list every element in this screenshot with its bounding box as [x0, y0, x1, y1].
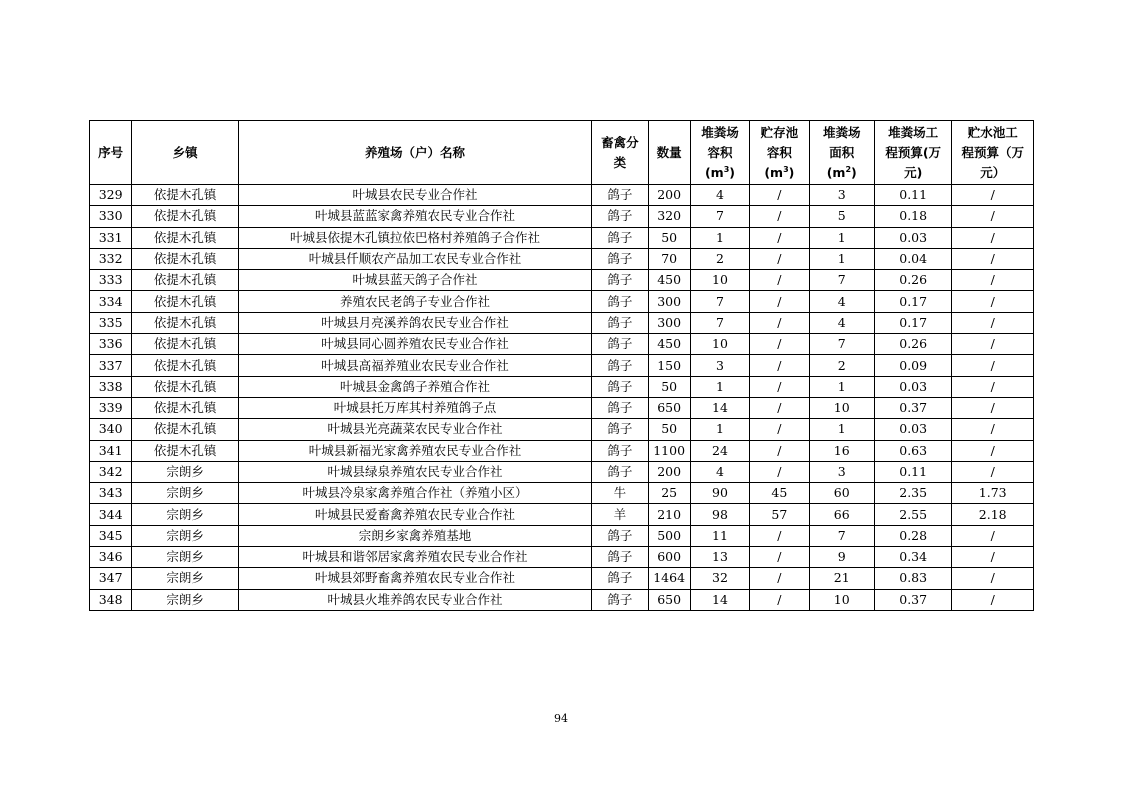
- cell-seq: 332: [90, 248, 132, 269]
- cell-pile-area: 16: [809, 440, 874, 461]
- cell-seq: 338: [90, 376, 132, 397]
- cell-kind: 鸽子: [592, 334, 648, 355]
- cell-kind: 鸽子: [592, 206, 648, 227]
- cell-kind: 鸽子: [592, 227, 648, 248]
- cell-qty: 320: [648, 206, 690, 227]
- cell-pile-budget: 0.03: [874, 227, 951, 248]
- cell-qty: 600: [648, 547, 690, 568]
- header-town: [132, 121, 239, 185]
- cell-pool-budget: /: [952, 355, 1034, 376]
- cell-name: 叶城县仟顺农产品加工农民专业合作社: [238, 248, 591, 269]
- cell-pile-volume: 1: [690, 376, 749, 397]
- cell-qty: 650: [648, 397, 690, 418]
- header-pile-area-line1: 堆粪场: [822, 124, 861, 140]
- cell-pile-volume: 13: [690, 547, 749, 568]
- cell-name: 叶城县冷泉家禽养殖合作社（养殖小区）: [238, 483, 591, 504]
- header-pool-volume-line1: 贮存池: [760, 124, 799, 140]
- cell-qty: 450: [648, 270, 690, 291]
- table-body: [90, 185, 1034, 611]
- cell-qty: 1464: [648, 568, 690, 589]
- cell-pile-volume: 14: [690, 589, 749, 610]
- cell-name: 宗朗乡家禽养殖基地: [238, 525, 591, 546]
- cell-seq: 335: [90, 312, 132, 333]
- cell-kind: 鸽子: [592, 419, 648, 440]
- cell-seq: 330: [90, 206, 132, 227]
- header-pool-volume-unit: (m: [764, 164, 784, 180]
- cell-seq: 347: [90, 568, 132, 589]
- cell-qty: 500: [648, 525, 690, 546]
- cell-pile-volume: 3: [690, 355, 749, 376]
- cell-pile-budget: 0.09: [874, 355, 951, 376]
- cell-town: 依提木孔镇: [132, 312, 239, 333]
- cell-qty: 200: [648, 461, 690, 482]
- cell-pool-budget: /: [952, 312, 1034, 333]
- cell-pile-volume: 11: [690, 525, 749, 546]
- header-kind-line1: 畜禽分: [601, 134, 639, 150]
- cell-kind: 鸽子: [592, 547, 648, 568]
- cell-town: 依提木孔镇: [132, 206, 239, 227]
- cell-pile-budget: 0.17: [874, 291, 951, 312]
- header-pile-area-unit-sup: 2: [845, 164, 852, 174]
- cell-pool-budget: /: [952, 461, 1034, 482]
- cell-town: 依提木孔镇: [132, 376, 239, 397]
- cell-town: 宗朗乡: [132, 504, 239, 525]
- cell-pile-area: 60: [809, 483, 874, 504]
- cell-town: 依提木孔镇: [132, 185, 239, 206]
- header-pile-area-line2: 面积: [829, 144, 855, 160]
- cell-pool-budget: /: [952, 206, 1034, 227]
- cell-town: 依提木孔镇: [132, 270, 239, 291]
- cell-pool-volume: /: [750, 419, 809, 440]
- cell-pile-volume: 14: [690, 397, 749, 418]
- header-pile-volume-unit: (m: [704, 164, 724, 180]
- cell-name: 叶城县金禽鸽子养殖合作社: [238, 376, 591, 397]
- header-pool-volume-unit-sup: 3: [783, 164, 789, 174]
- cell-pool-volume: /: [750, 461, 809, 482]
- header-pool-volume-line2: 容积: [766, 144, 792, 160]
- cell-pool-volume: /: [750, 334, 809, 355]
- cell-kind: 鸽子: [592, 461, 648, 482]
- cell-pile-area: 3: [809, 461, 874, 482]
- header-pile-volume-line1: 堆粪场: [701, 124, 739, 140]
- cell-kind: 鸽子: [592, 589, 648, 610]
- cell-name: 叶城县新福光家禽养殖农民专业合作社: [238, 440, 591, 461]
- header-pool-volume: [750, 121, 809, 185]
- header-pile-budget-line2: 程预算(万: [885, 144, 942, 160]
- cell-qty: 650: [648, 589, 690, 610]
- cell-qty: 50: [648, 419, 690, 440]
- page-number: 94: [554, 712, 568, 725]
- cell-pile-volume: 7: [690, 291, 749, 312]
- header-kind-line2: 类: [613, 154, 627, 170]
- header-name-text: 养殖场（户）名称: [365, 144, 466, 160]
- cell-town: 依提木孔镇: [132, 397, 239, 418]
- cell-pile-area: 7: [809, 525, 874, 546]
- cell-pool-budget: /: [952, 291, 1034, 312]
- cell-pool-volume: /: [750, 440, 809, 461]
- cell-pile-volume: 4: [690, 461, 749, 482]
- cell-kind: 鸽子: [592, 270, 648, 291]
- cell-pile-budget: 0.37: [874, 397, 951, 418]
- cell-town: 宗朗乡: [132, 568, 239, 589]
- cell-pile-budget: 0.03: [874, 376, 951, 397]
- header-pile-volume: [690, 121, 749, 185]
- cell-qty: 200: [648, 185, 690, 206]
- cell-pile-budget: 0.37: [874, 589, 951, 610]
- cell-seq: 344: [90, 504, 132, 525]
- header-pool-budget: [952, 121, 1034, 185]
- cell-pool-volume: /: [750, 355, 809, 376]
- header-pile-budget: [874, 121, 951, 185]
- cell-qty: 25: [648, 483, 690, 504]
- cell-pile-area: 10: [809, 397, 874, 418]
- cell-town: 宗朗乡: [132, 461, 239, 482]
- table-header-row: [90, 121, 1034, 185]
- cell-seq: 340: [90, 419, 132, 440]
- cell-pool-budget: /: [952, 376, 1034, 397]
- cell-qty: 50: [648, 376, 690, 397]
- cell-pool-budget: /: [952, 270, 1034, 291]
- header-pile-volume-unit-sup: 3: [723, 164, 730, 174]
- cell-seq: 348: [90, 589, 132, 610]
- cell-pool-volume: /: [750, 270, 809, 291]
- cell-pool-volume: /: [750, 312, 809, 333]
- table-row: [90, 440, 1034, 461]
- cell-pool-budget: /: [952, 227, 1034, 248]
- farm-table: [89, 120, 1034, 611]
- table-row: [90, 376, 1034, 397]
- cell-pool-budget: /: [952, 397, 1034, 418]
- cell-pool-budget: /: [952, 568, 1034, 589]
- cell-kind: 鸽子: [592, 568, 648, 589]
- table-row: [90, 525, 1034, 546]
- cell-seq: 333: [90, 270, 132, 291]
- table-row: [90, 483, 1034, 504]
- cell-seq: 329: [90, 185, 132, 206]
- cell-pool-volume: /: [750, 525, 809, 546]
- header-qty: [648, 121, 690, 185]
- cell-name: 叶城县光亮蔬菜农民专业合作社: [238, 419, 591, 440]
- cell-town: 宗朗乡: [132, 547, 239, 568]
- table-row: [90, 334, 1034, 355]
- table-row: [90, 227, 1034, 248]
- cell-pool-volume: /: [750, 589, 809, 610]
- cell-name: 叶城县农民专业合作社: [238, 185, 591, 206]
- cell-pool-budget: /: [952, 185, 1034, 206]
- cell-seq: 343: [90, 483, 132, 504]
- cell-pool-volume: /: [750, 248, 809, 269]
- cell-pile-area: 7: [809, 270, 874, 291]
- header-pile-area: [809, 121, 874, 185]
- cell-pile-area: 1: [809, 248, 874, 269]
- cell-pile-volume: 90: [690, 483, 749, 504]
- table-row: [90, 291, 1034, 312]
- cell-pile-volume: 10: [690, 270, 749, 291]
- cell-seq: 331: [90, 227, 132, 248]
- header-pile-budget-line3: 元): [904, 164, 923, 180]
- cell-pile-volume: 4: [690, 185, 749, 206]
- header-pool-volume-unit-end: ): [788, 164, 795, 180]
- cell-qty: 150: [648, 355, 690, 376]
- header-pool-budget-line1: 贮水池工: [967, 124, 1018, 140]
- cell-pile-volume: 1: [690, 227, 749, 248]
- cell-pile-volume: 98: [690, 504, 749, 525]
- header-pile-area-unit-end: ): [851, 164, 857, 180]
- cell-seq: 346: [90, 547, 132, 568]
- cell-pile-budget: 0.63: [874, 440, 951, 461]
- cell-name: 叶城县托万库其村养殖鸽子点: [238, 397, 591, 418]
- header-pile-volume-line2: 容积: [707, 144, 733, 160]
- cell-kind: 羊: [592, 504, 648, 525]
- cell-pile-budget: 0.17: [874, 312, 951, 333]
- table-row: [90, 185, 1034, 206]
- cell-pool-volume: /: [750, 291, 809, 312]
- table-row: [90, 568, 1034, 589]
- cell-pile-volume: 7: [690, 206, 749, 227]
- cell-town: 依提木孔镇: [132, 227, 239, 248]
- cell-kind: 鸽子: [592, 312, 648, 333]
- header-pool-budget-line3: 元）: [980, 164, 1006, 180]
- cell-pile-area: 9: [809, 547, 874, 568]
- cell-pile-budget: 0.18: [874, 206, 951, 227]
- cell-seq: 337: [90, 355, 132, 376]
- cell-kind: 鸽子: [592, 291, 648, 312]
- cell-pool-budget: /: [952, 525, 1034, 546]
- cell-name: 叶城县蓝蓝家禽养殖农民专业合作社: [238, 206, 591, 227]
- cell-town: 依提木孔镇: [132, 440, 239, 461]
- cell-seq: 345: [90, 525, 132, 546]
- cell-pool-volume: /: [750, 185, 809, 206]
- header-pile-volume-unit-end: ): [729, 164, 735, 180]
- table-row: [90, 397, 1034, 418]
- cell-pool-volume: 57: [750, 504, 809, 525]
- cell-kind: 鸽子: [592, 248, 648, 269]
- cell-town: 依提木孔镇: [132, 355, 239, 376]
- cell-town: 依提木孔镇: [132, 248, 239, 269]
- cell-name: 叶城县依提木孔镇拉依巴格村养殖鸽子合作社: [238, 227, 591, 248]
- cell-qty: 210: [648, 504, 690, 525]
- cell-pool-volume: /: [750, 206, 809, 227]
- cell-pile-budget: 0.28: [874, 525, 951, 546]
- cell-town: 宗朗乡: [132, 483, 239, 504]
- cell-pile-budget: 0.26: [874, 270, 951, 291]
- cell-pool-volume: /: [750, 227, 809, 248]
- cell-name: 叶城县民爱畜禽养殖农民专业合作社: [238, 504, 591, 525]
- cell-pile-volume: 32: [690, 568, 749, 589]
- cell-kind: 鸽子: [592, 397, 648, 418]
- header-seq-text: 序号: [98, 144, 124, 160]
- cell-pile-area: 4: [809, 312, 874, 333]
- cell-pile-budget: 2.35: [874, 483, 951, 504]
- cell-name: 叶城县月亮溪养鸽农民专业合作社: [238, 312, 591, 333]
- cell-pile-volume: 7: [690, 312, 749, 333]
- cell-pile-volume: 24: [690, 440, 749, 461]
- cell-pile-area: 1: [809, 227, 874, 248]
- cell-kind: 牛: [592, 483, 648, 504]
- cell-pile-volume: 1: [690, 419, 749, 440]
- cell-pile-area: 4: [809, 291, 874, 312]
- cell-pool-budget: /: [952, 589, 1034, 610]
- cell-pile-budget: 0.11: [874, 461, 951, 482]
- header-pile-area-unit: (m: [826, 164, 846, 180]
- cell-pile-area: 7: [809, 334, 874, 355]
- cell-town: 依提木孔镇: [132, 291, 239, 312]
- cell-pile-budget: 0.34: [874, 547, 951, 568]
- header-pile-budget-line1: 堆粪场工: [888, 124, 939, 140]
- table-row: [90, 461, 1034, 482]
- cell-kind: 鸽子: [592, 440, 648, 461]
- cell-name: 叶城县火堆养鸽农民专业合作社: [238, 589, 591, 610]
- cell-pool-budget: /: [952, 334, 1034, 355]
- header-pool-budget-line2: 程预算（万: [961, 144, 1024, 160]
- cell-pile-budget: 0.83: [874, 568, 951, 589]
- cell-pool-volume: /: [750, 568, 809, 589]
- table-row: [90, 355, 1034, 376]
- cell-pile-area: 2: [809, 355, 874, 376]
- header-seq: [90, 121, 132, 185]
- cell-pile-budget: 0.04: [874, 248, 951, 269]
- table-row: [90, 248, 1034, 269]
- cell-pool-budget: 2.18: [952, 504, 1034, 525]
- cell-pile-area: 5: [809, 206, 874, 227]
- table-row: [90, 270, 1034, 291]
- cell-pool-budget: /: [952, 440, 1034, 461]
- cell-pile-volume: 10: [690, 334, 749, 355]
- cell-pool-volume: 45: [750, 483, 809, 504]
- cell-town: 宗朗乡: [132, 589, 239, 610]
- cell-pile-area: 3: [809, 185, 874, 206]
- cell-qty: 300: [648, 291, 690, 312]
- cell-pool-budget: /: [952, 547, 1034, 568]
- cell-seq: 342: [90, 461, 132, 482]
- cell-name: 叶城县绿泉养殖农民专业合作社: [238, 461, 591, 482]
- cell-pool-volume: /: [750, 547, 809, 568]
- cell-pile-area: 1: [809, 376, 874, 397]
- cell-pile-budget: 0.11: [874, 185, 951, 206]
- cell-pool-budget: 1.73: [952, 483, 1034, 504]
- cell-town: 依提木孔镇: [132, 334, 239, 355]
- header-town-text: 乡镇: [172, 144, 198, 160]
- cell-pile-area: 1: [809, 419, 874, 440]
- cell-name: 叶城县同心圆养殖农民专业合作社: [238, 334, 591, 355]
- cell-seq: 341: [90, 440, 132, 461]
- table-row: [90, 419, 1034, 440]
- cell-pile-budget: 2.55: [874, 504, 951, 525]
- cell-pile-volume: 2: [690, 248, 749, 269]
- cell-kind: 鸽子: [592, 525, 648, 546]
- cell-kind: 鸽子: [592, 185, 648, 206]
- cell-pool-volume: /: [750, 376, 809, 397]
- cell-seq: 339: [90, 397, 132, 418]
- cell-pile-area: 21: [809, 568, 874, 589]
- cell-name: 叶城县高福养殖业农民专业合作社: [238, 355, 591, 376]
- cell-qty: 70: [648, 248, 690, 269]
- cell-pile-area: 66: [809, 504, 874, 525]
- cell-seq: 334: [90, 291, 132, 312]
- header-kind: [592, 121, 648, 185]
- header-qty-text: 数量: [656, 144, 682, 160]
- table-row: [90, 547, 1034, 568]
- cell-pile-area: 10: [809, 589, 874, 610]
- table-row: [90, 589, 1034, 610]
- cell-pool-budget: /: [952, 248, 1034, 269]
- cell-name: 叶城县和谐邻居家禽养殖农民专业合作社: [238, 547, 591, 568]
- cell-name: 养殖农民老鸽子专业合作社: [238, 291, 591, 312]
- cell-town: 宗朗乡: [132, 525, 239, 546]
- cell-qty: 450: [648, 334, 690, 355]
- cell-qty: 1100: [648, 440, 690, 461]
- cell-pile-budget: 0.26: [874, 334, 951, 355]
- cell-name: 叶城县蓝天鸽子合作社: [238, 270, 591, 291]
- cell-pool-volume: /: [750, 397, 809, 418]
- cell-town: 依提木孔镇: [132, 419, 239, 440]
- table-row: [90, 206, 1034, 227]
- cell-kind: 鸽子: [592, 376, 648, 397]
- header-name: [238, 121, 591, 185]
- cell-seq: 336: [90, 334, 132, 355]
- cell-name: 叶城县郊野畜禽养殖农民专业合作社: [238, 568, 591, 589]
- cell-qty: 300: [648, 312, 690, 333]
- cell-pool-budget: /: [952, 419, 1034, 440]
- cell-qty: 50: [648, 227, 690, 248]
- cell-kind: 鸽子: [592, 355, 648, 376]
- table-row: [90, 312, 1034, 333]
- cell-pile-budget: 0.03: [874, 419, 951, 440]
- table-row: [90, 504, 1034, 525]
